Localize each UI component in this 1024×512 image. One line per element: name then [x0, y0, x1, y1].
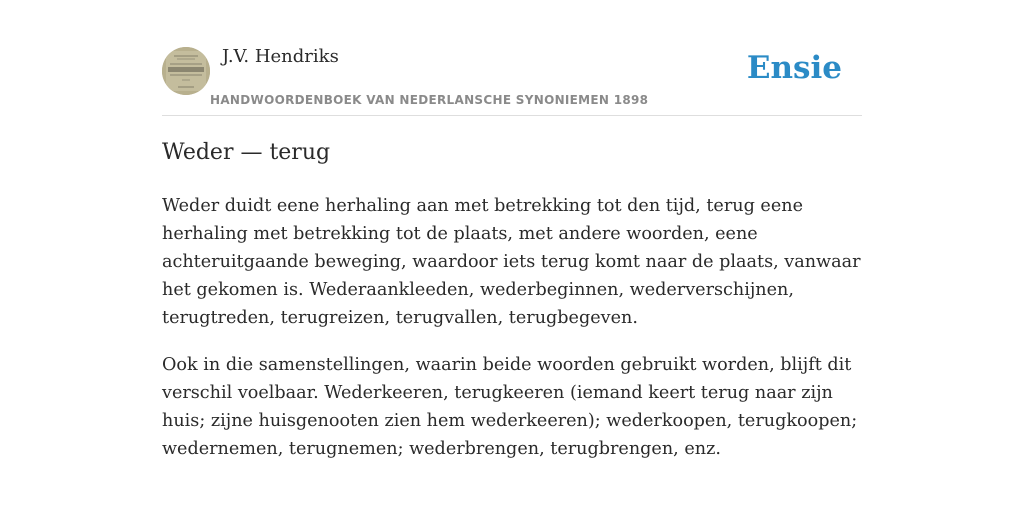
- entry-paragraph: Ook in die samenstellingen, waarin beide woorden gebruikt worden, blijft dit verschil voelbaar. Wederkeeren, terugkeeren (iemand keert terug naar zijn huis; zijne huisgenooten zien hem wederkeeren); wederkoopen, terugkoopen; wedernemen, terugnemen; wederbrengen, terugbrengen, enz.: [162, 355, 858, 459]
- entry-body: [162, 192, 867, 482]
- divider: [162, 115, 862, 116]
- author-name[interactable]: J.V. Hendriks: [222, 46, 339, 67]
- entry-card: [162, 0, 862, 512]
- brand-logo[interactable]: Ensie: [746, 50, 842, 86]
- book-cover-icon[interactable]: [162, 47, 210, 95]
- source-title[interactable]: HANDWOORDENBOEK VAN NEDERLANSCHE SYNONIEMEN 1898: [210, 93, 649, 107]
- entry-paragraph: Weder duidt eene herhaling aan met betrekking tot den tijd, terug eene herhaling met betrekking tot de plaats, met andere woorden, eene achteruitgaande beweging, waardoor iets terug komt naar de plaats, vanwaar het gekomen is. Wederaankleeden, wederbeginnen, wederverschijnen, terugtreden, terugreizen, terugvallen, terugbegeven.: [162, 196, 861, 328]
- entry-title: Weder — terug: [162, 140, 331, 165]
